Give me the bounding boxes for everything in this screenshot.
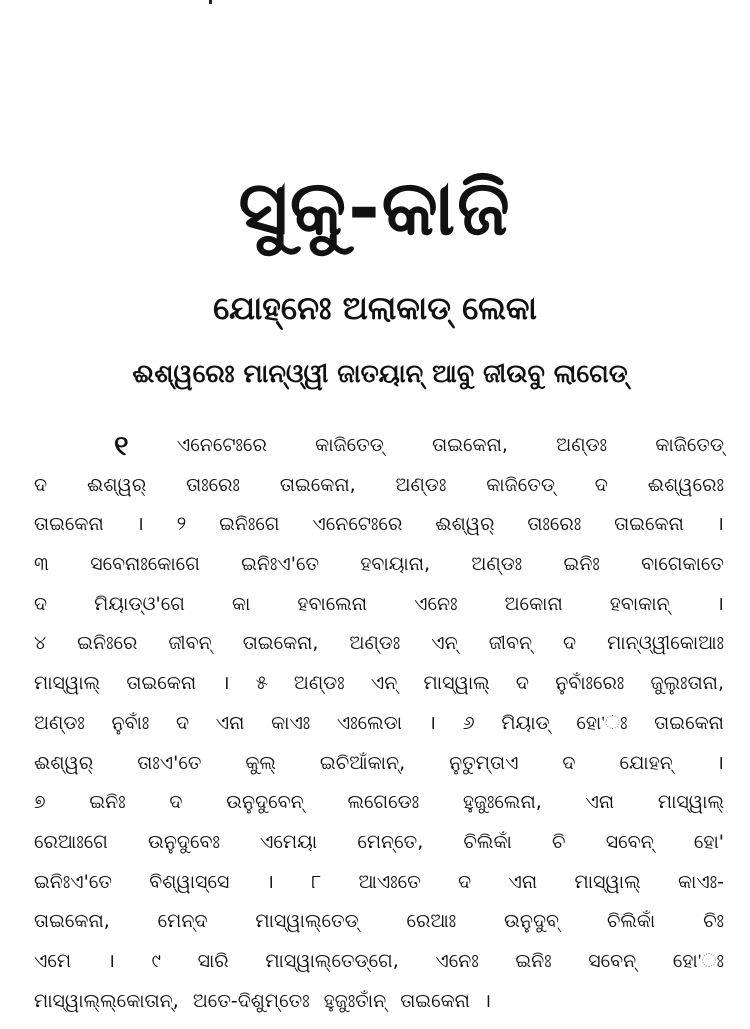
body-line: ଅଣ୍ଡଃ ନୁବାଁଃ ଦ ଏନା କାଏଃ ଏଃଲେଡା । ୬ ମିୟାଡ୍ ହୋ'ଃ ତାଇକେନା: [34, 711, 724, 734]
body-line: ମାସ୍ୱାଲ୍ ତାଇକେନା । ୫ ଅଣ୍ଡଃ ଏନ୍ ମାସ୍ୱାଲ୍ ଦ ନୁବାଁଃରେଃ ଜୁଲୁଃତାନା,: [34, 672, 724, 695]
body-line: ତାଇକେନା । ୨ ଇନିଃଗେ ଏନେଟେଃରେ ଈଶ୍ୱର୍ ତାଃରେଃ ତାଇକେନା ।: [34, 513, 724, 536]
body-line: ୧ ଏନେଟେଃରେ କାଜିତେଡ୍ ତାଇକେନା, ଅଣ୍ଡଃ କାଜିତେଡ୍: [34, 426, 724, 466]
body-line: ମାସ୍ୱାଲ୍‌ଲ୍‌କୋତାନ୍, ଅତେ-ଦିଶୁମ୍‌ତେଃ ହୁଜୁଃତାଁନ୍ ତାଇକେନା ।: [34, 989, 492, 1012]
body-line: ଈଶ୍ୱର୍ ତାଃଏ'ତେ କୁଲ୍ ଇଚିଆଁକାନ୍, ନୁତୁମ୍‌ତାଏ ଦ ଯୋହନ୍ ।: [34, 751, 724, 774]
body-line: ଏମେ । ୯ ସାରି ମାସ୍ୱାଲ୍‌ତେଡ୍‌ଗେ, ଏନେଃ ଇନିଃ ସବେନ୍ ହୋ'ଃ: [34, 949, 724, 972]
body-line: ଦ ଈଶ୍ୱର୍ ତାଃରେଃ ତାଇକେନା, ଅଣ୍ଡଃ କାଜିତେଡ୍ ଦ ଈଶ୍ୱରେଃ: [34, 473, 724, 496]
body-line: ଦ ମିୟାଡ୍‌ଓ'ଗେ କା ହବାଲେନା ଏନେଃ ଅକୋନା ହବାକାନ୍ ।: [34, 592, 724, 615]
book-title: ସୁକୁ-କାଜି: [238, 163, 512, 252]
verse-number: ୧: [114, 429, 129, 462]
body-line: ୩ ସବେନାଃକୋଗେ ଇନିଃଏ'ତେ ହବାୟାନା, ଅଣ୍ଡଃ ଇନିଃ ବାଗେକାତେ: [34, 553, 724, 576]
body-line: ୭ ଇନିଃ ଦ ଉନୁଦୁବେନ୍ ଲଗେଡେଃ ହୁଜୁଃଲେନା, ଏନା ମାସ୍ୱାଲ୍: [34, 791, 724, 814]
body-line: ୪ ଇନିଃରେ ଜୀବନ୍ ତାଇକେନା, ଅଣ୍ଡଃ ଏନ୍ ଜୀବନ୍ ଦ ମାନ୍‌ଓ୍ୱୀକୋଆଃ: [34, 632, 724, 655]
body-line: ରେଆଃଗେ ଉନୁଦୁବେଃ ଏମେୟା ମେନ୍ତେ, ଚିଲିକାଁ ଚି ସବେନ୍ ହୋ': [34, 830, 724, 853]
book-subtitle: ଯୋହ୍ନେଃ ଅଲାକାଡ୍ ଲେକା: [213, 289, 537, 327]
body-line: ତାଇକେନା, ମେନ୍‌ଦ ମାସ୍ୱାଲ୍‌ତେଡ୍ ରେଆଃ ଉନୁଦୁବ୍ ଚିଲିକାଁ ଚିଃ: [34, 910, 724, 933]
section-heading: ଈଶ୍ୱରେଃ ମାନ୍‌ଓ୍ୱୀ ଜାତୟାନ୍ ଆବୁ ଜୀଉବୁ ଲାଗେଡ୍: [132, 359, 628, 389]
body-text: [34, 426, 724, 1021]
print-speck: [209, 0, 212, 4]
body-line: ଇନିଃଏ'ତେ ବିଶ୍ୱାସ୍‌ସେ । ୮ ଆଏଃତେ ଦ ଏନା ମାସ୍ୱାଲ୍ କାଏଃ-: [34, 870, 724, 893]
